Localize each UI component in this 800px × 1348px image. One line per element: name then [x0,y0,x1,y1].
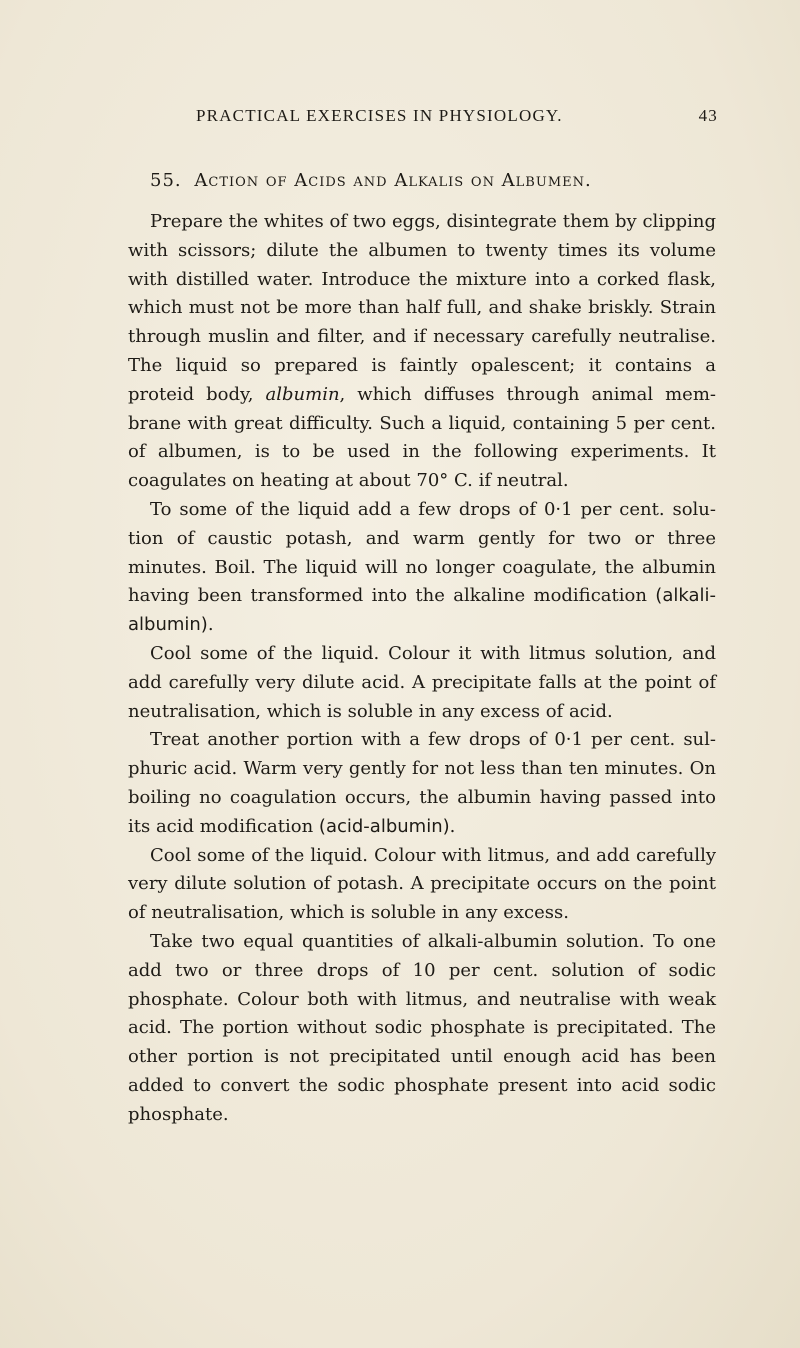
page-number: 43 [698,106,718,125]
section-number: 55. [150,170,182,191]
paragraph: Cool some of the liquid. Colour with litmus, and add carefully very dilute solution of potash. A precipitate occurs on the point of neutralisation, which is soluble in any excess. [128,844,716,924]
emphasis-term: (acid-albumin) [318,815,450,837]
running-title: PRACTICAL EXERCISES IN PHYSIOLOGY. [196,106,563,125]
running-header [196,106,718,132]
paragraph: Take two equal quantities of alkali-albumin solution. To one add two or three drops of 10 per cent. solution of sodic phosphate. Colour both with litmus, and neutralise with weak acid. The portion without sodic phosphate is precipitated. The other portion is not precipitated until enough acid has been added to convert the sodic phosphate present into acid sodic phosphate. [128,930,716,1125]
paragraph: To some of the liquid add a few drops of 0·1 per cent. solution of caustic potash, and warm gently for two or three minutes. Boil. The liquid will no longer coagulate, the albumin having been transformed into the alkaline modification (alkali-albumin). [128,498,716,636]
section-title: Action of Acids and Alkalis on Albumen. [194,170,592,191]
section-heading [150,170,592,191]
paragraph: Cool some of the liquid. Colour it with litmus solution, and add carefully very dilute acid. A precipitate falls at the point of neutralisation, which is soluble in any excess of acid. [128,642,716,722]
emphasis-term: (alkali-albumin) [128,585,716,636]
body-text [128,208,716,1130]
paragraph: Treat another portion with a few drops of 0·1 per cent. sulphuric acid. Warm very gently for not less than ten minutes. On boiling no coagulation occurs, the albumin having passed into its acid modification (acid-albumin). [128,729,716,837]
emphasis-term: albumin [265,383,340,405]
paragraph: Prepare the whites of two eggs, disintegrate them by clipping with scissors; dilute the albumen to twenty times its volume with distilled water. Introduce the mixture into a corked flask, which must not be more than half full, and shake briskly. Strain through muslin and filter, and if necessary carefully neutralise. The liquid so prepared is faintly opalescent; it contains a proteid body, albumin, which diffuses through animal membrane with great difficulty. Such a liquid, containing 5 per cent. of albumen, is to be used in the following experiments. It coagulates on heating at about 70° C. if neutral. [128,211,716,492]
